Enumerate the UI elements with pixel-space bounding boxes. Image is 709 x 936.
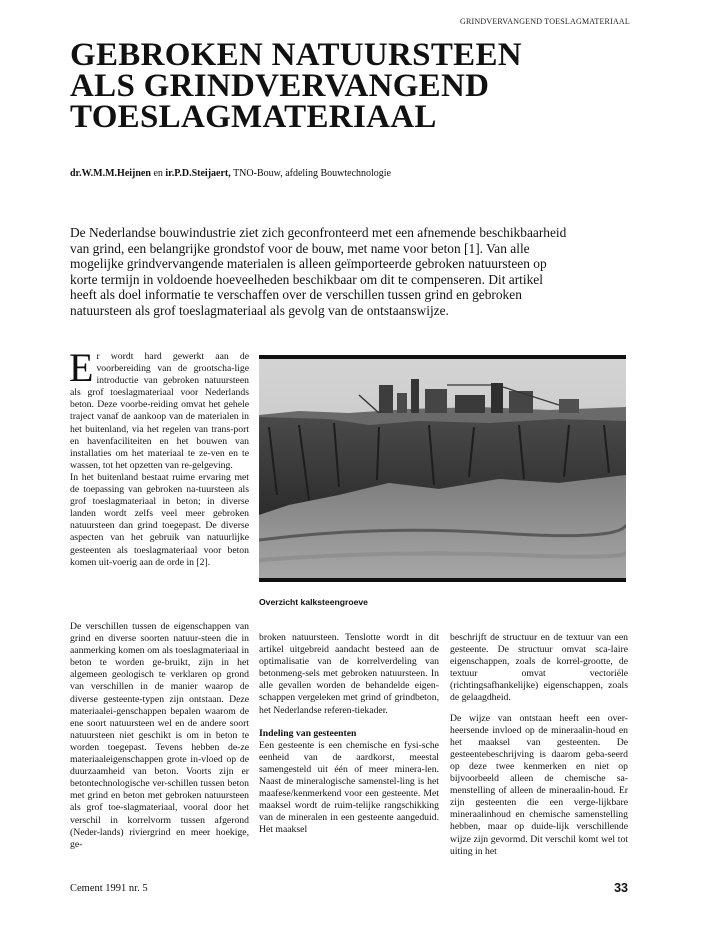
author-2: ir.P.D.Steijaert, [165,168,231,179]
body-paragraph-1 [69,345,249,472]
body-paragraph-5: Een gesteente is een chemische en fysi-sche eenheid van de aardkorst, meestal samengesteld uit één of meer minera-len. Naast de mineralogische samenstel-ling is het maafese/kenmerkend voor een gesteente. Met maaksel wordt de ruim-telijke rangschikking van de mineralen in een gesteente aangeduid. Het maaksel [259,739,439,836]
quarry-photo-image [259,355,626,582]
title-line-3: TOESLAGMATERIAAL [70,99,437,135]
body-paragraph-2: In het buitenland bestaat ruime ervaring met de toepassing van gebroken na-tuursteen als grof toeslagmateriaal in beton; in diverse landen wordt zelfs veel meer gebroken natuursteen dan grind toegepast. De diverse aspecten van het gebruik van natuurlijke gesteenten als toeslagmateriaal voor beton komen uit-voerig aan de orde in [2]. [70,471,249,568]
body-column-3 [450,632,628,858]
body-paragraph-6: beschrijft de structuur en de textuur van een gesteente. De structuur omvat sca-laire eigenschappen, zoals de korrel-grootte, de textuur omvat vectoriële (richtingsafhankelijke) eigenschappen, zoals de gelaagdheid. [450,632,628,704]
author-line [70,168,630,179]
title-line-1: GEBROKEN NATUURSTEEN [70,37,522,73]
author-connector: en [150,168,166,179]
figure-caption: Overzicht kalksteengroeve [259,597,368,607]
section-heading: Indeling van gesteenten [259,727,357,739]
body-column-2 [259,632,439,837]
quarry-photo [259,355,626,582]
author-1: dr.W.M.M.Heijnen [70,168,151,179]
journal-source: Cement 1991 nr. 5 [70,883,148,894]
body-paragraph-1-text: r wordt hard gewerkt aan de voorbereiding van de grootscha-lige introductie van gebroken natuursteen als grof toeslagmateriaal voor Nederlands beton. Deze voorbe-reiding omvat het gehele traject vanaf de aankoop van de materialen in het buitenland, via het regelen van trans-port en havenfaciliteiten en het bouwen van installaties om het materiaal te ze-ven en te wassen, tot het opzetten van re-gelgeving. [70,351,249,471]
running-head: GRINDVERVANGEND TOESLAGMATERIAAL [460,17,630,26]
page-number: 33 [614,881,628,895]
author-affiliation: TNO-Bouw, afdeling Bouwtechnologie [230,168,391,179]
body-column-1-top [69,345,249,569]
title-line-2: ALS GRINDVERVANGEND [70,68,490,104]
article-title [70,37,650,135]
body-paragraph-7: De wijze van ontstaan heeft een over-heersende invloed op de mineraalin-houd en het maaksel van gesteenten. De gesteentebeschrijving is daarom geba-seerd op deze twee kenmerken en niet op bijvoorbeeld alleen de chemische sa-menstelling of alleen de mineraalin-houd. Er zijn gesteenten die een verge-lijkbare mineraalinhoud en chemische samenstelling hebben, maar op duide-lijk verschillende wijze zijn gevormd. Dit verschil komt wel tot uiting in het [450,712,628,857]
lead-paragraph: De Nederlandse bouwindustrie ziet zich geconfronteerd met een afnemende beschikbaarheid van grind, een belangrijke grondstof voor de bouw, met name voor beton [1]. Van alle mogelijke grindvervangende materialen is alleen geïmporteerde gebroken natuursteen op korte termijn in voldoende hoeveelheden beschikbaar om dit te compenseren. Dit artikel heeft als doel informatie te verschaffen over de verschillen tussen grind en gebroken natuursteen als grof toeslagmateriaal als gevolg van de ontstaanswijze. [70,225,567,318]
body-paragraph-4: broken natuursteen. Tenslotte wordt in dit artikel uitgebreid aandacht besteed aan de optimalisatie van de korrelverdeling van betonmeng-sels met gebroken natuursteen. In alle gevallen worden de behandelde eigen-schappen vergeleken met grind of grindbeton, het Nederlandse referen-tiekader. [259,632,439,716]
body-column-1-bottom [70,621,249,851]
body-paragraph-3: De verschillen tussen de eigenschappen van grind en diverse soorten natuur-steen die in aanmerking komen om als toeslagmateriaal in beton te worden ge-bruikt, zijn in het algemeen geologisch te verklaren op grond van verschillen in de manier waarop de diverse gesteente-typen zijn ontstaan. Deze materiaalei-genschappen bepalen waarom de ene soort natuursteen wel en de andere soort natuursteen niet geschikt is om in beton te worden toegepast. Tevens hebben de-ze materiaaleigenschappen grote in-vloed op de duurzaamheid van beton. Voorts zijn er betontechnologische ver-schillen tussen beton met grind en beton met gebroken natuursteen als grof toe-slagmateriaal, vooral door het verschil in korrelvorm tussen afgerond (Neder-lands) riviergrind en meer hoekige, ge- [70,621,249,850]
drop-cap: E [69,345,94,390]
